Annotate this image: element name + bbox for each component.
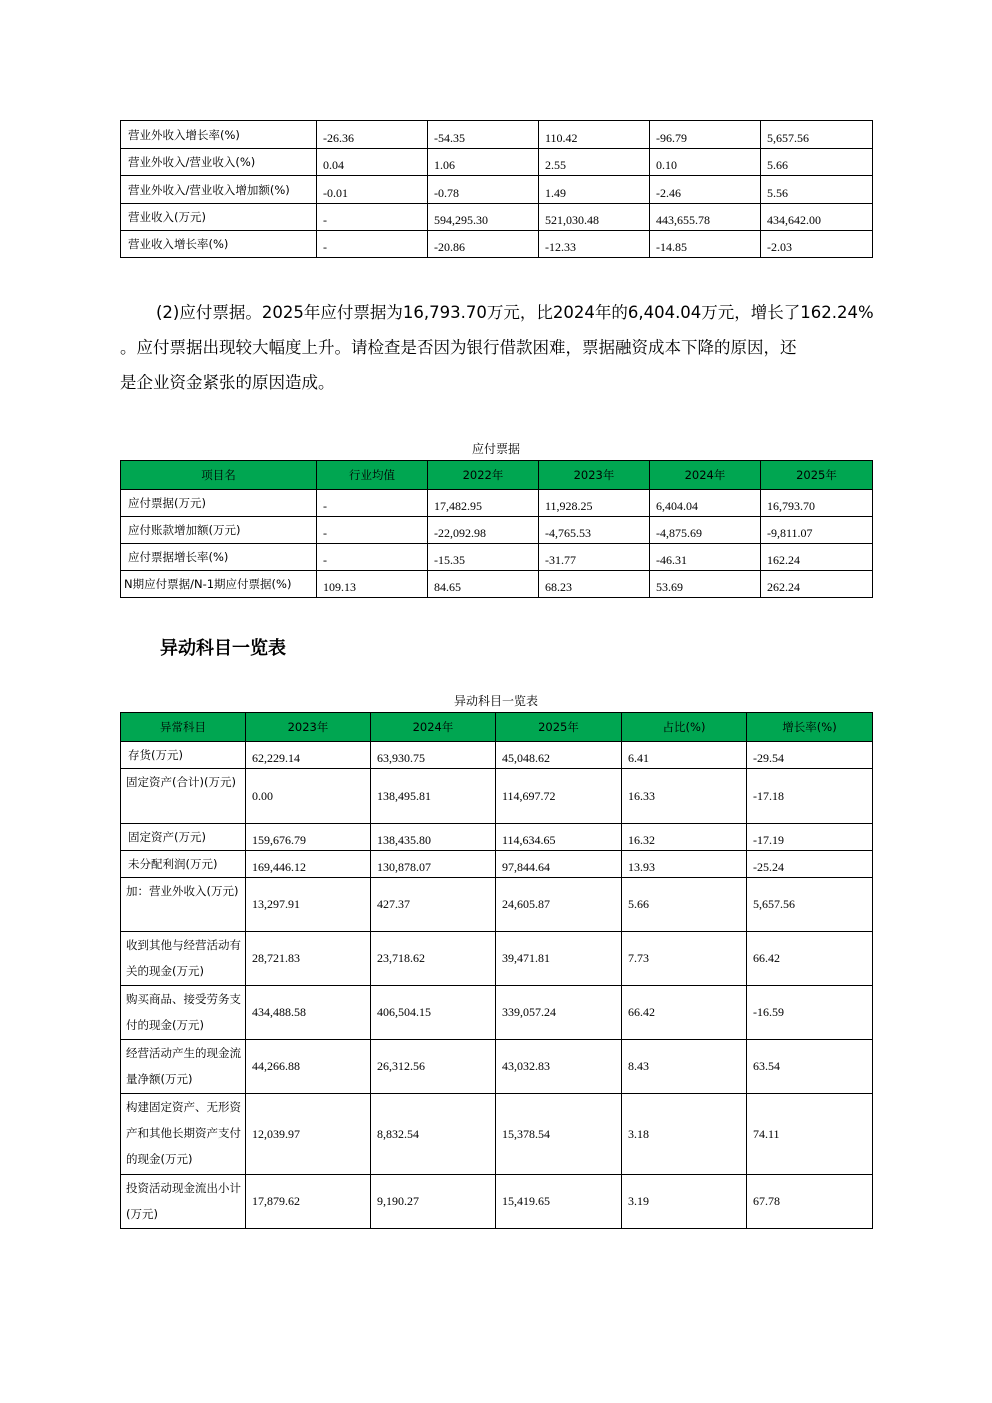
column-header: 2022年	[428, 461, 539, 490]
table-cell: 109.13	[317, 571, 428, 598]
table-cell: 5,657.56	[747, 878, 873, 932]
table-cell: 159,676.79	[246, 824, 371, 851]
table-cell: -12.33	[539, 231, 650, 258]
table-cell: 169,446.12	[246, 851, 371, 878]
table-cell: 427.37	[371, 878, 496, 932]
column-header: 2023年	[246, 713, 371, 742]
table-cell: -	[317, 490, 428, 517]
table-cell: 0.00	[246, 769, 371, 824]
table-cell: 8.43	[622, 1040, 747, 1094]
table-cell: 162.24	[761, 544, 873, 571]
table-cell: 11,928.25	[539, 490, 650, 517]
table-cell: 8,832.54	[371, 1094, 496, 1175]
table-cell: -	[317, 204, 428, 231]
section-heading: 异动科目一览表	[160, 638, 286, 659]
table-cell: -4,875.69	[650, 517, 761, 544]
table-cell: 0.04	[317, 149, 428, 176]
table-cell: 15,378.54	[496, 1094, 622, 1175]
table-row	[121, 986, 873, 1040]
revenue-table	[120, 120, 873, 258]
column-header: 项目名	[121, 461, 317, 490]
table-row	[121, 932, 873, 986]
column-header: 2025年	[496, 713, 622, 742]
column-header: 2024年	[650, 461, 761, 490]
table-cell: -9,811.07	[761, 517, 873, 544]
row-label: 营业外收入/营业收入增加额(%)	[121, 176, 317, 204]
table-row	[121, 878, 873, 932]
row-label: 构建固定资产、无形资产和其他长期资产支付的现金(万元)	[121, 1094, 246, 1175]
table-header-row	[121, 461, 873, 490]
table-cell: -16.59	[747, 986, 873, 1040]
table-cell: 16.32	[622, 824, 747, 851]
paragraph-line: (2)应付票据。2025年应付票据为16,793.70万元，比2024年的6,404.04万元，增长了162.24%	[156, 303, 874, 322]
table-cell: -17.18	[747, 769, 873, 824]
table-cell: 24,605.87	[496, 878, 622, 932]
table-cell: 45,048.62	[496, 742, 622, 769]
table-row	[121, 851, 873, 878]
table-cell: -	[317, 231, 428, 258]
row-label: 应付账款增加额(万元)	[121, 517, 317, 544]
table-cell: 13.93	[622, 851, 747, 878]
table-cell: 17,879.62	[246, 1175, 371, 1229]
table-cell: -	[317, 517, 428, 544]
table-cell: 13,297.91	[246, 878, 371, 932]
table-cell: -0.01	[317, 176, 428, 204]
table-cell: 130,878.07	[371, 851, 496, 878]
table-cell: 2.55	[539, 149, 650, 176]
table-row	[121, 1175, 873, 1229]
row-label: 营业收入(万元)	[121, 204, 317, 231]
row-label: 收到其他与经营活动有关的现金(万元)	[121, 932, 246, 986]
row-label: 营业外收入/营业收入(%)	[121, 149, 317, 176]
table-cell: -	[317, 544, 428, 571]
table-row	[121, 490, 873, 517]
table-cell: 262.24	[761, 571, 873, 598]
row-label: 营业收入增长率(%)	[121, 231, 317, 258]
row-label: 应付票据增长率(%)	[121, 544, 317, 571]
paragraph-line: 。应付票据出现较大幅度上升。请检查是否因为银行借款困难，票据融资成本下降的原因，还	[120, 338, 797, 357]
paragraph-line: 是企业资金紧张的原因造成。	[120, 373, 335, 392]
table-cell: -26.36	[317, 121, 428, 149]
table-cell: 110.42	[539, 121, 650, 149]
row-label: 购买商品、接受劳务支付的现金(万元)	[121, 986, 246, 1040]
table-cell: 74.11	[747, 1094, 873, 1175]
row-label: 应付票据(万元)	[121, 490, 317, 517]
table-cell: 138,495.81	[371, 769, 496, 824]
table-cell: -15.35	[428, 544, 539, 571]
table-cell: 63.54	[747, 1040, 873, 1094]
table-row	[121, 517, 873, 544]
table-cell: 434,642.00	[761, 204, 873, 231]
table-cell: 63,930.75	[371, 742, 496, 769]
notes-payable-table	[120, 460, 873, 598]
table-cell: -22,092.98	[428, 517, 539, 544]
row-label: 投资活动现金流出小计(万元)	[121, 1175, 246, 1229]
table-cell: 7.73	[622, 932, 747, 986]
table-cell: 1.06	[428, 149, 539, 176]
analysis-paragraph	[120, 295, 880, 400]
table-cell: 84.65	[428, 571, 539, 598]
table-row	[121, 231, 873, 258]
table-cell: -31.77	[539, 544, 650, 571]
table-cell: 434,488.58	[246, 986, 371, 1040]
table-cell: -29.54	[747, 742, 873, 769]
table-cell: 62,229.14	[246, 742, 371, 769]
table-cell: 97,844.64	[496, 851, 622, 878]
table-cell: 5.66	[622, 878, 747, 932]
table-cell: 66.42	[622, 986, 747, 1040]
table-row	[121, 824, 873, 851]
table-row	[121, 1094, 873, 1175]
table-cell: 53.69	[650, 571, 761, 598]
column-header: 增长率(%)	[747, 713, 873, 742]
table-cell: 6,404.04	[650, 490, 761, 517]
table-row	[121, 769, 873, 824]
table-cell: 9,190.27	[371, 1175, 496, 1229]
table-cell: 43,032.83	[496, 1040, 622, 1094]
table-caption: 异动科目一览表	[453, 694, 538, 708]
column-header: 2023年	[539, 461, 650, 490]
table-cell: 17,482.95	[428, 490, 539, 517]
row-label: 加：营业外收入(万元)	[121, 878, 246, 932]
table-cell: 406,504.15	[371, 986, 496, 1040]
row-label: 营业外收入增长率(%)	[121, 121, 317, 149]
table-cell: 114,634.65	[496, 824, 622, 851]
abnormal-items-table	[120, 712, 873, 1229]
table-header-row	[121, 713, 873, 742]
table-cell: 12,039.97	[246, 1094, 371, 1175]
table-cell: 5.56	[761, 176, 873, 204]
table-cell: 594,295.30	[428, 204, 539, 231]
table-cell: 3.19	[622, 1175, 747, 1229]
table-row	[121, 544, 873, 571]
row-label: 固定资产(合计)(万元)	[121, 769, 246, 824]
table-cell: -14.85	[650, 231, 761, 258]
column-header: 行业均值	[317, 461, 428, 490]
column-header: 异常科目	[121, 713, 246, 742]
row-label: 固定资产(万元)	[121, 824, 246, 851]
table-cell: 68.23	[539, 571, 650, 598]
table-cell: 114,697.72	[496, 769, 622, 824]
table-cell: 1.49	[539, 176, 650, 204]
column-header: 2025年	[761, 461, 873, 490]
table-row	[121, 204, 873, 231]
table-cell: -17.19	[747, 824, 873, 851]
row-label: 经营活动产生的现金流量净额(万元)	[121, 1040, 246, 1094]
table-cell: 16,793.70	[761, 490, 873, 517]
table-row	[121, 571, 873, 598]
table-cell: 138,435.80	[371, 824, 496, 851]
table-cell: -2.46	[650, 176, 761, 204]
table-cell: 3.18	[622, 1094, 747, 1175]
table-cell: 26,312.56	[371, 1040, 496, 1094]
table-cell: -46.31	[650, 544, 761, 571]
table-cell: 23,718.62	[371, 932, 496, 986]
table-cell: 16.33	[622, 769, 747, 824]
table-cell: -4,765.53	[539, 517, 650, 544]
column-header: 占比(%)	[622, 713, 747, 742]
table-cell: -25.24	[747, 851, 873, 878]
row-label: 存货(万元)	[121, 742, 246, 769]
table-cell: -20.86	[428, 231, 539, 258]
table-cell: 521,030.48	[539, 204, 650, 231]
table-cell: -96.79	[650, 121, 761, 149]
table-caption: 应付票据	[471, 442, 520, 456]
table-row	[121, 1040, 873, 1094]
table-row	[121, 121, 873, 149]
row-label: 未分配利润(万元)	[121, 851, 246, 878]
table-cell: 0.10	[650, 149, 761, 176]
table-cell: 28,721.83	[246, 932, 371, 986]
table-cell: 6.41	[622, 742, 747, 769]
table-cell: 443,655.78	[650, 204, 761, 231]
table-cell: 66.42	[747, 932, 873, 986]
table-cell: -2.03	[761, 231, 873, 258]
table-cell: 5,657.56	[761, 121, 873, 149]
row-label: N期应付票据/N-1期应付票据(%)	[121, 571, 317, 598]
table-cell: 339,057.24	[496, 986, 622, 1040]
table-row	[121, 176, 873, 204]
table-row	[121, 149, 873, 176]
column-header: 2024年	[371, 713, 496, 742]
table-cell: 67.78	[747, 1175, 873, 1229]
table-cell: 39,471.81	[496, 932, 622, 986]
table-cell: 5.66	[761, 149, 873, 176]
table-cell: 44,266.88	[246, 1040, 371, 1094]
table-row	[121, 742, 873, 769]
table-cell: -0.78	[428, 176, 539, 204]
table-cell: -54.35	[428, 121, 539, 149]
table-cell: 15,419.65	[496, 1175, 622, 1229]
